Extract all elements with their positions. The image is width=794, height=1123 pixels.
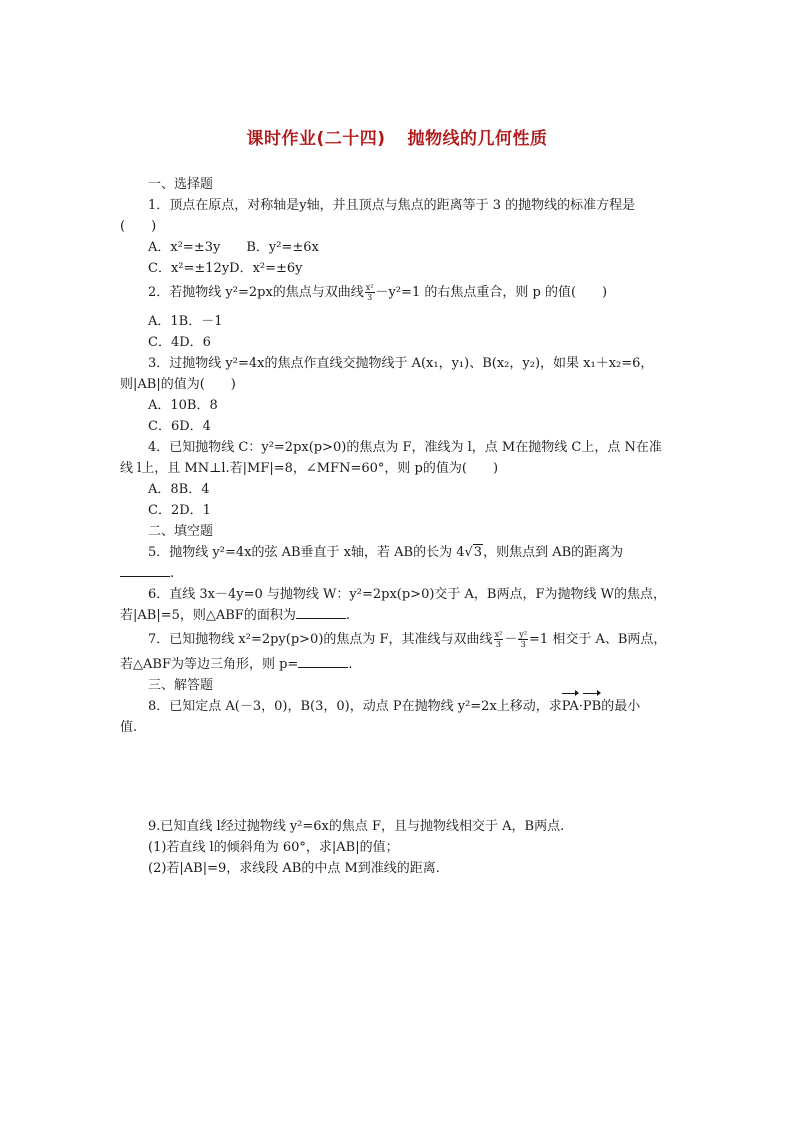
q5-blank [120, 564, 170, 577]
q2-options-ab: A．1B．－1 [148, 314, 223, 329]
q7-stem-line1: 7．已知抛物线 x²=2py(p>0)的焦点为 F，其准线与双曲线 $\frac{\text{x²}}{3}$ － $\frac{\text{y²}}{3}$ =1 相交于 A、B两点， [148, 630, 667, 649]
q6-blank [296, 606, 346, 619]
q7-fraction-y: $\frac{\text{y²}}{3}$ [519, 630, 528, 649]
q2-stem: 2．若抛物线 y²=2px的焦点与双曲线 $\frac{\text{x²}}{3}$ －y²=1 的右焦点重合，则 p 的值( ) [148, 283, 608, 302]
vector-pa: PA [562, 696, 579, 717]
q3-stem-line2: 则|AB|的值为( ) [120, 377, 236, 392]
q2-options-cd: C．4D．6 [148, 335, 211, 350]
q9-stem: 9.已知直线 l经过抛物线 y²=6x的焦点 F，且与抛物线相交于 A，B两点. [148, 819, 565, 834]
section-heading-fill: 二、填空题 [148, 524, 214, 539]
q1-stem: 1．顶点在原点，对称轴是y轴，并且顶点与焦点的距离等于 3 的抛物线的标准方程是 [148, 198, 636, 213]
q9-sub2: (2)若|AB|=9，求线段 AB的中点 M到准线的距离. [148, 861, 440, 876]
q4-options-cd: C．2D．1 [148, 503, 211, 518]
section-heading-answer: 三、解答题 [148, 678, 214, 693]
q9-sub1: (1)若直线 l的倾斜角为 60°，求|AB|的值； [148, 840, 399, 855]
q3-stem-line1: 3．过抛物线 y²=4x的焦点作直线交抛物线于 A(x₁，y₁)、B(x₂，y₂)，如果 x₁＋x₂=6， [148, 356, 654, 371]
q3-options-ab: A．10B．8 [148, 398, 218, 413]
title-topic: 抛物线的几何性质 [407, 129, 548, 149]
page-title [0, 124, 794, 149]
q4-options-ab: A．8B．4 [148, 482, 210, 497]
q6-stem-line2: 若|AB|=5，则△ABF的面积为 . [120, 608, 350, 623]
q8-stem-line1: 8．已知定点 A(－3，0)，B(3，0)，动点 P在抛物线 y²=2x上移动，求PA·PB的最小 [120, 696, 680, 717]
section-heading-choice: 一、选择题 [148, 177, 214, 192]
q4-stem-line1: 4．已知抛物线 C：y²=2px(p>0)的焦点为 F，准线为 l，点 M在抛物线 C上，点 N在准 [148, 440, 662, 455]
title-main: 课时作业(二十四) [246, 129, 386, 149]
q9-block [148, 816, 668, 879]
q3-options-cd: C．6D．4 [148, 419, 211, 434]
q1-options-cd: C．x²=±12yD．x²=±6y [148, 261, 303, 276]
q5-answer-line: . [120, 563, 680, 584]
q7-blank [298, 655, 348, 668]
q1-options-ab: A．x²=±3y B．y²=±6x [148, 240, 319, 255]
q5-sqrt: √3 [464, 545, 483, 560]
q6-stem-line1: 6．直线 3x－4y=0 与抛物线 W：y²=2px(p>0)交于 A，B两点，F为抛物线 W的焦点， [148, 587, 667, 602]
q2-fraction: $\frac{\text{x²}}{3}$ [365, 283, 374, 302]
exercise-body [120, 174, 680, 738]
vector-pb: PB [583, 696, 601, 717]
q1-paren: ( ) [120, 219, 157, 234]
q7-fraction-x: $\frac{\text{x²}}{3}$ [494, 630, 503, 649]
q5-stem: 5．抛物线 y²=4x的弦 AB垂直于 x轴，若 AB的长为 4√3，则焦点到 AB的距离为 [120, 542, 680, 563]
q8-stem-line2: 值. [120, 720, 138, 735]
q7-stem-line2: 若△ABF为等边三角形，则 p= . [120, 657, 353, 672]
q4-stem-line2: 线 l上，且 MN⊥l.若|MF|=8，∠MFN=60°，则 p的值为( ) [120, 461, 499, 476]
